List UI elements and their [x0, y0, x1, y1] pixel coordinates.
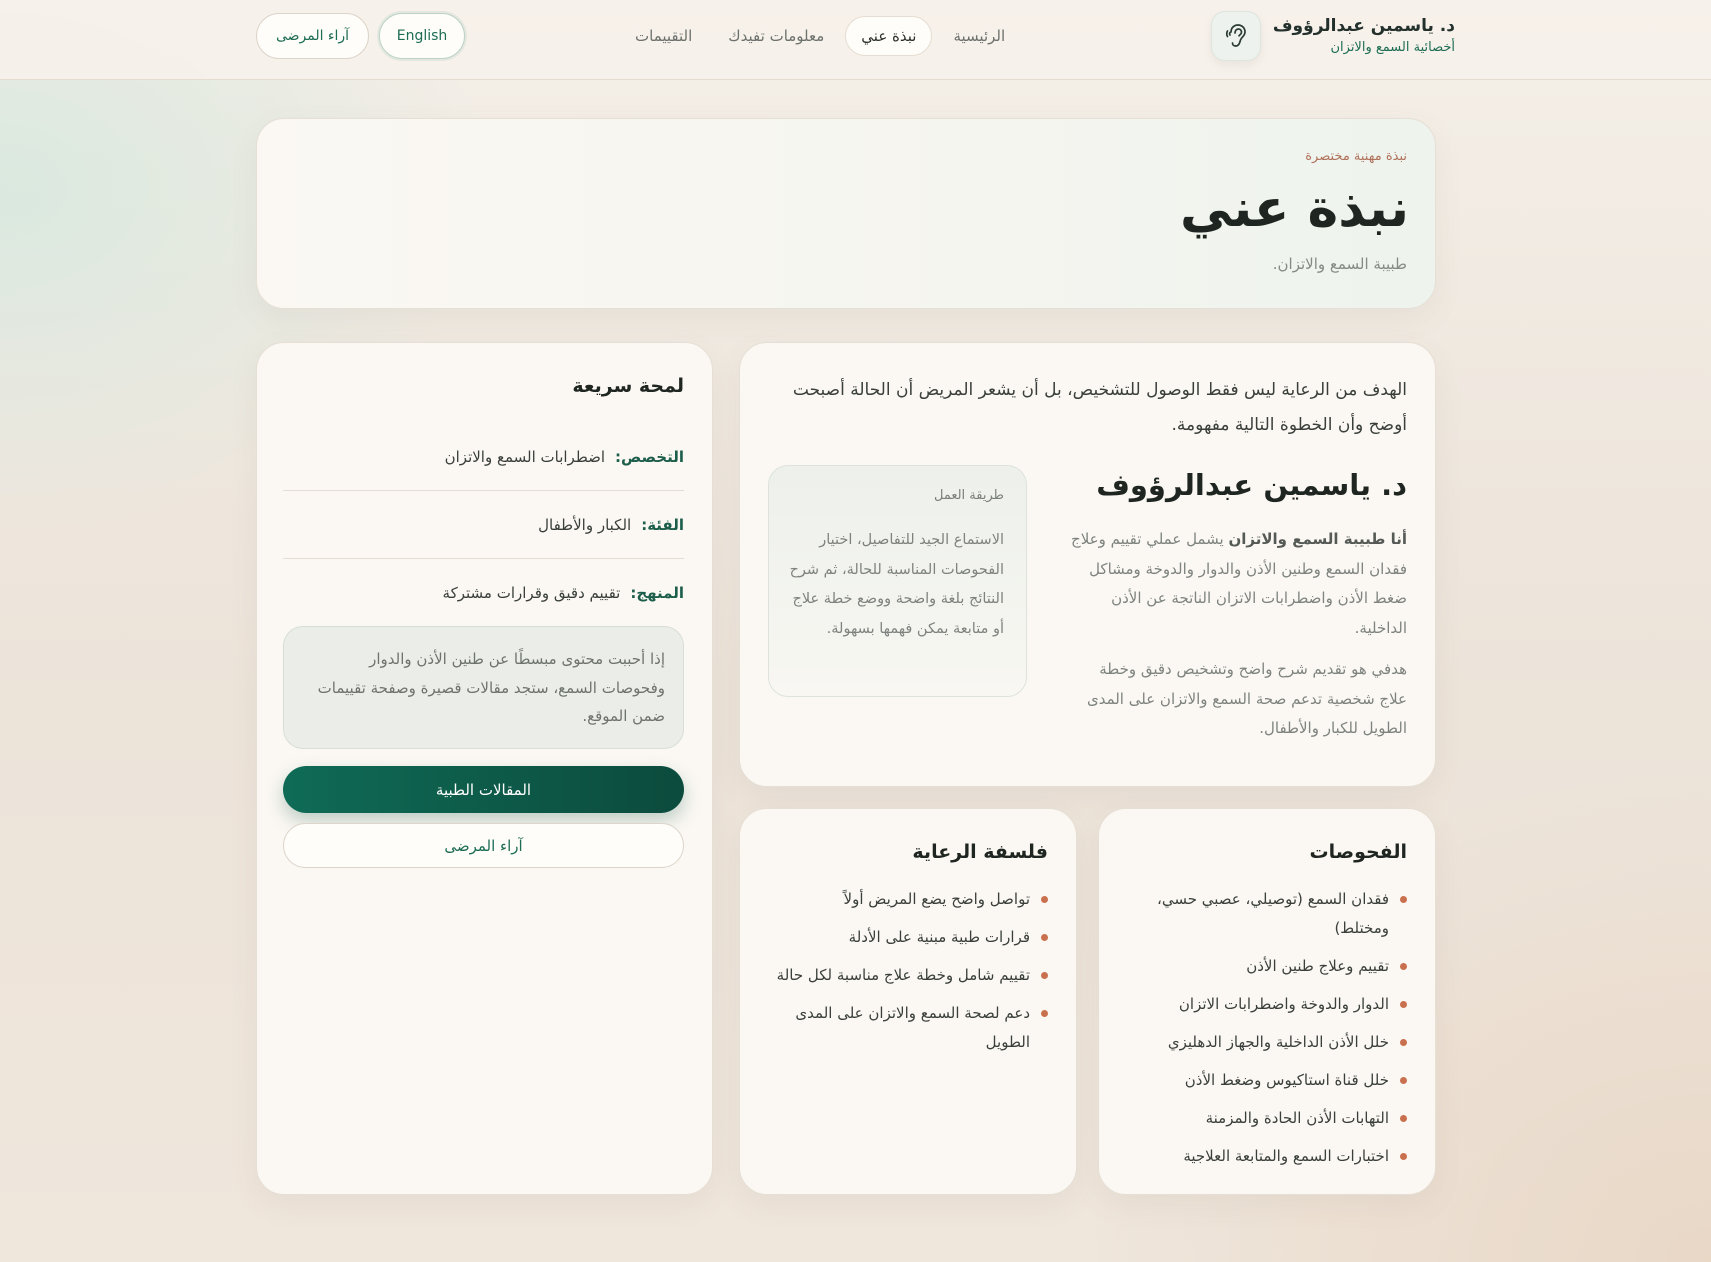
exams-title: الفحوصات [1309, 841, 1407, 863]
site-header [0, 0, 1711, 80]
fact-specialty [283, 423, 684, 491]
list-item-text: التهابات الأذن الحادة والمزمنة [1205, 1108, 1389, 1127]
fact-key: المنهج: [630, 584, 684, 602]
list-item [1125, 1028, 1407, 1057]
about-paragraph-1-bold: أنا طبيبة السمع والاتزان [1228, 530, 1407, 548]
brand-role: أخصائية السمع والاتزان [1330, 40, 1455, 55]
list-item-text: تقييم وعلاج طنين الأذن [1246, 956, 1389, 975]
bullet-icon [1400, 1039, 1407, 1046]
hero-subtitle: طبيبة السمع والاتزان. [1272, 255, 1407, 273]
list-item [1125, 885, 1407, 942]
list-item [766, 961, 1048, 990]
about-paragraph-2: هدفي هو تقديم شرح واضح وتشخيص دقيق وخطة علاج شخصية تدعم صحة السمع والاتزان على المدى الطويل للكبار والأطفال. [1086, 660, 1407, 737]
fact-key: التخصص: [615, 447, 684, 466]
bullet-icon [1041, 934, 1048, 941]
bullet-icon [1041, 972, 1048, 979]
brand-text [1273, 14, 1455, 58]
care-philosophy-list [766, 885, 1048, 1066]
fact-value: تقييم دقيق وقرارات مشتركة [442, 584, 621, 602]
fact-value: الكبار والأطفال [538, 515, 632, 534]
list-item [766, 999, 1048, 1056]
fact-category [283, 491, 684, 559]
header-reviews-button[interactable]: آراء المرضى [256, 13, 369, 59]
care-philosophy-title: فلسفة الرعاية [912, 841, 1048, 863]
method-box [768, 465, 1027, 697]
bullet-icon [1400, 1077, 1407, 1084]
page-title: نبذة عني [1180, 179, 1409, 239]
list-item-text: تقييم شامل وخطة علاج مناسبة لكل حالة [776, 966, 1030, 984]
list-item [1125, 990, 1407, 1019]
exams-card [1098, 808, 1436, 1195]
method-label: طريقة العمل [933, 488, 1004, 503]
bullet-icon [1400, 963, 1407, 970]
care-philosophy-card [739, 808, 1077, 1195]
list-item-text: فقدان السمع (توصيلي، عصبي حسي، ومختلط) [1157, 890, 1389, 937]
main-nav [620, 16, 1020, 56]
bullet-icon [1400, 1115, 1407, 1122]
articles-note: إذا أحببت محتوى مبسطًا عن طنين الأذن والدوار وفحوصات السمع، ستجد مقالات قصيرة وصفحة تقييمات ضمن الموقع. [283, 626, 684, 749]
bullet-icon [1400, 896, 1407, 903]
nav-about[interactable]: نبذة عني [845, 16, 932, 56]
brand-name: د. ياسمين عبدالرؤوف [1272, 16, 1455, 36]
list-item [766, 923, 1048, 952]
facts-list [283, 423, 684, 627]
quick-overview-card [256, 342, 713, 1195]
fact-approach [283, 559, 684, 627]
language-toggle-button[interactable]: English [379, 13, 465, 59]
exams-list [1125, 885, 1407, 1180]
hero-eyebrow: نبذة مهنية مختصرة [1305, 149, 1407, 164]
list-item [766, 885, 1048, 914]
list-item-text: دعم لصحة السمع والاتزان على المدى الطويل [795, 1004, 1030, 1051]
quick-overview-title: لمحة سريعة [572, 375, 684, 397]
hero-card [256, 118, 1436, 309]
bullet-icon [1041, 896, 1048, 903]
medical-articles-button[interactable]: المقالات الطبية [283, 766, 684, 813]
fact-key: الفئة: [641, 515, 684, 534]
list-item-text: الدوار والدوخة واضطرابات الاتزان [1178, 994, 1389, 1013]
list-item [1125, 952, 1407, 981]
list-item-text: خلل الأذن الداخلية والجهاز الدهليزي [1167, 1032, 1389, 1051]
nav-reviews[interactable]: التقييمات [635, 27, 693, 45]
about-paragraph-1-text: يشمل عملي تقييم وعلاج فقدان السمع وطنين الأذن والدوار والدوخة ومشاكل ضغط الأذن واضطرابات الاتزان الناتجة عن الأذن الداخلية. [1071, 530, 1407, 637]
doctor-name: د. ياسمين عبدالرؤوف [1096, 468, 1407, 502]
intro-card [739, 342, 1436, 787]
list-item-text: تواصل واضح يضع المريض أولاً [843, 890, 1030, 908]
about-paragraph-1 [1067, 525, 1407, 643]
bullet-icon [1400, 1153, 1407, 1160]
nav-home[interactable]: الرئيسية [953, 27, 1006, 45]
patient-reviews-button[interactable]: آراء المرضى [283, 823, 684, 868]
intro-lead: الهدف من الرعاية ليس فقط الوصول للتشخيص، بل أن يشعر المريض أن الحالة أصبحت أوضح وأن الخطوة التالية مفهومة. [792, 380, 1407, 435]
list-item [1125, 1142, 1407, 1171]
brand[interactable] [1211, 10, 1455, 62]
method-text: الاستماع الجيد للتفاصيل، اختيار الفحوصات المناسبة للحالة، ثم شرح النتائج بلغة واضحة ووضع خطة علاج أو متابعة يمكن فهمها بسهولة. [789, 532, 1004, 637]
bullet-icon [1400, 1001, 1407, 1008]
nav-info[interactable]: معلومات تفيدك [728, 27, 825, 45]
bullet-icon [1041, 1010, 1048, 1017]
ear-icon [1211, 11, 1261, 61]
fact-value: اضطرابات السمع والاتزان [444, 447, 606, 466]
list-item-text: اختبارات السمع والمتابعة العلاجية [1183, 1146, 1389, 1165]
list-item-text: قرارات طبية مبنية على الأدلة [848, 928, 1030, 946]
list-item [1125, 1066, 1407, 1095]
list-item [1125, 1104, 1407, 1133]
list-item-text: خلل قناة استاكيوس وضغط الأذن [1184, 1070, 1389, 1089]
